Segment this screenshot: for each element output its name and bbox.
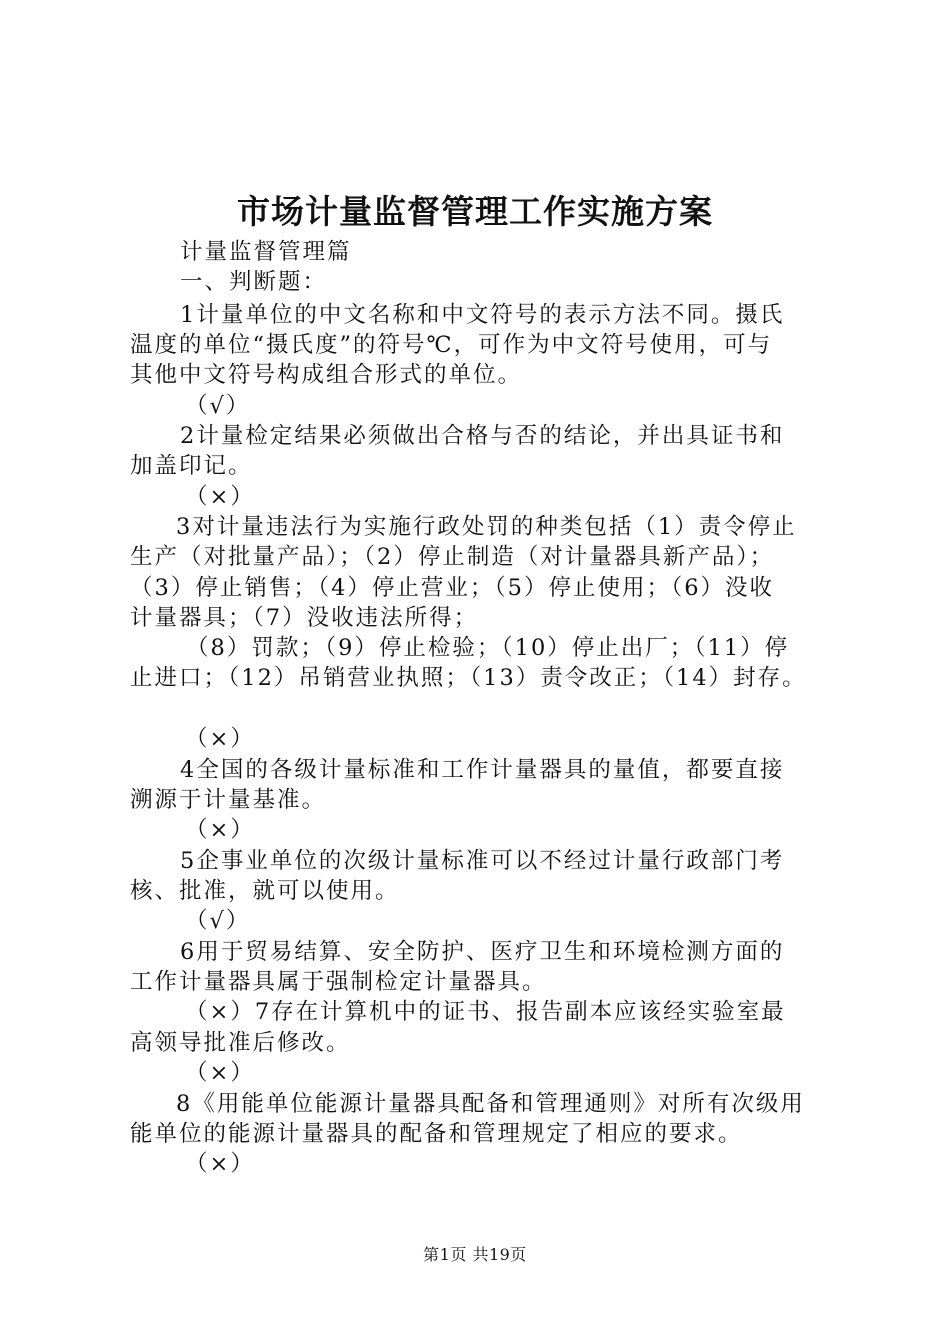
paragraph-line: 3对计量违法行为实施行政处罚的种类包括（1）责令停止	[176, 514, 797, 540]
paragraph-line: 溯源于计量基准。	[130, 787, 327, 813]
paragraph-line: 工作计量器具属于强制检定计量器具。	[130, 969, 547, 995]
answer-mark: （×）	[185, 726, 255, 752]
answer-mark: （×）	[185, 484, 255, 510]
question-type-heading: 一、判断题：	[180, 269, 328, 295]
paragraph-line: 1计量单位的中文名称和中文符号的表示方法不同。摄氏	[180, 302, 785, 328]
paragraph-line: 6用于贸易结算、安全防护、医疗卫生和环境检测方面的	[180, 939, 785, 965]
answer-mark: （×）	[185, 1151, 255, 1177]
paragraph-line: 温度的单位“摄氏度”的符号℃，可作为中文符号使用，可与	[130, 332, 773, 358]
paragraph-line: 止进口；（12）吊销营业执照；（13）责令改正；（14）封存。	[130, 665, 807, 691]
answer-mark: （×）	[185, 817, 255, 843]
answer-mark: （×）	[185, 1060, 255, 1086]
section-heading: 计量监督管理篇	[180, 239, 352, 265]
paragraph-line: 加盖印记。	[130, 453, 253, 479]
paragraph-line: 能单位的能源计量器具的配备和管理规定了相应的要求。	[130, 1121, 743, 1147]
paragraph-line: 2计量检定结果必须做出合格与否的结论，并出具证书和	[180, 423, 785, 449]
paragraph-line: 其他中文符号构成组合形式的单位。	[130, 362, 523, 388]
paragraph-line: （×）7存在计算机中的证书、报告副本应该经实验室最	[185, 999, 786, 1025]
paragraph-line: （3）停止销售；（4）停止营业；（5）停止使用；（6）没收	[130, 575, 775, 601]
answer-mark: （√）	[185, 908, 251, 934]
answer-mark: （√）	[185, 393, 251, 419]
paragraph-line: 生产（对批量产品）；（2）停止制造（对计量器具新产品）；	[130, 544, 775, 570]
page-footer: 第1页 共19页	[423, 1245, 527, 1264]
paragraph-line: 计量器具；（7）没收违法所得；	[130, 605, 479, 631]
paragraph-line: 5企事业单位的次级计量标准可以不经过计量行政部门考	[180, 848, 785, 874]
paragraph-line: 8《用能单位能源计量器具配备和管理通则》对所有次级用	[176, 1091, 805, 1117]
paragraph-line: 4全国的各级计量标准和工作计量器具的量值，都要直接	[180, 757, 785, 783]
document-title: 市场计量监督管理工作实施方案	[237, 192, 713, 231]
paragraph-line: 核、批准，就可以使用。	[130, 878, 400, 904]
paragraph-line: 高领导批准后修改。	[130, 1030, 351, 1056]
paragraph-line: （8）罚款；（9）停止检验；（10）停止出厂；（11）停	[186, 635, 790, 661]
